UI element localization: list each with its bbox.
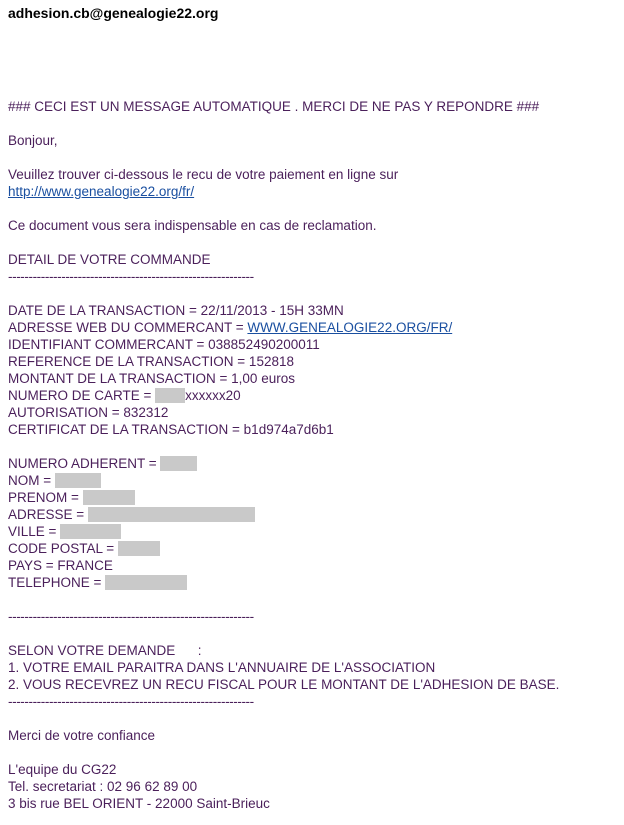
signature-team: L'equipe du CG22 <box>8 762 117 777</box>
greeting: Bonjour, <box>8 133 58 148</box>
country-line: PAYS = FRANCE <box>8 558 113 573</box>
redacted-block <box>155 388 185 403</box>
postal-line <box>8 540 618 557</box>
card-number-line <box>8 387 618 404</box>
note-text: Ce document vous sera indispensable en cas de reclamation. <box>8 218 377 233</box>
card-suffix: xxxxxx20 <box>185 388 241 403</box>
redacted-block <box>83 490 135 505</box>
redacted-block <box>105 575 187 590</box>
separator: ------------------------------------------------------------ <box>8 694 254 709</box>
certificate: CERTIFICAT DE LA TRANSACTION = b1d974a7d6b1 <box>8 422 334 437</box>
request-item-1: 1. VOTRE EMAIL PARAITRA DANS L'ANNUAIRE DE L'ASSOCIATION <box>8 660 436 675</box>
auto-notice: ### CECI EST UN MESSAGE AUTOMATIQUE . MERCI DE NE PAS Y REPONDRE ### <box>8 99 540 114</box>
redacted-block <box>88 507 255 522</box>
address-label: ADRESSE = <box>8 507 88 522</box>
request-title: SELON VOTRE DEMANDE : <box>8 643 202 658</box>
separator: ------------------------------------------------------------ <box>8 269 254 284</box>
card-number-label: NUMERO DE CARTE = <box>8 388 156 403</box>
signature-address: 3 bis rue BEL ORIENT - 22000 Saint-Brieuc <box>8 796 270 811</box>
firstname-line <box>8 489 618 506</box>
name-label: NOM = <box>8 473 55 488</box>
redacted-block <box>60 524 121 539</box>
phone-label: TELEPHONE = <box>8 575 106 590</box>
order-title: DETAIL DE VOTRE COMMANDE <box>8 252 211 267</box>
sender-email: adhesion.cb@genealogie22.org <box>8 5 219 21</box>
redacted-block <box>55 473 101 488</box>
merchant-id: IDENTIFIANT COMMERCANT = 038852490200011 <box>8 337 320 352</box>
separator: ------------------------------------------------------------ <box>8 609 254 624</box>
firstname-label: PRENOM = <box>8 490 83 505</box>
merchant-web-label: ADRESSE WEB DU COMMERCANT = <box>8 320 248 335</box>
address-line <box>8 506 618 523</box>
member-number-line <box>8 455 618 472</box>
redacted-block <box>118 541 160 556</box>
city-line <box>8 523 618 540</box>
request-item-2: 2. VOUS RECEVREZ UN RECU FISCAL POUR LE MONTANT DE L'ADHESION DE BASE. <box>8 677 560 692</box>
merchant-web-line <box>8 319 618 336</box>
transaction-amount: MONTANT DE LA TRANSACTION = 1,00 euros <box>8 371 295 386</box>
phone-line <box>8 574 618 591</box>
redacted-block <box>160 456 197 471</box>
transaction-date: DATE DE LA TRANSACTION = 22/11/2013 - 15H 33MN <box>8 303 344 318</box>
city-label: VILLE = <box>8 524 61 539</box>
transaction-reference: REFERENCE DE LA TRANSACTION = 152818 <box>8 354 294 369</box>
name-line <box>8 472 618 489</box>
message-body <box>8 98 618 812</box>
member-number-label: NUMERO ADHERENT = <box>8 456 161 471</box>
signature-phone: Tel. secretariat : 02 96 62 89 00 <box>8 779 198 794</box>
intro-text: Veuillez trouver ci-dessous le recu de votre paiement en ligne sur <box>8 167 399 182</box>
site-link[interactable]: http://www.genealogie22.org/fr/ <box>8 184 195 199</box>
postal-label: CODE POSTAL = <box>8 541 118 556</box>
authorization: AUTORISATION = 832312 <box>8 405 169 420</box>
merchant-web-link[interactable]: WWW.GENEALOGIE22.ORG/FR/ <box>247 320 453 335</box>
thanks-text: Merci de votre confiance <box>8 728 156 743</box>
